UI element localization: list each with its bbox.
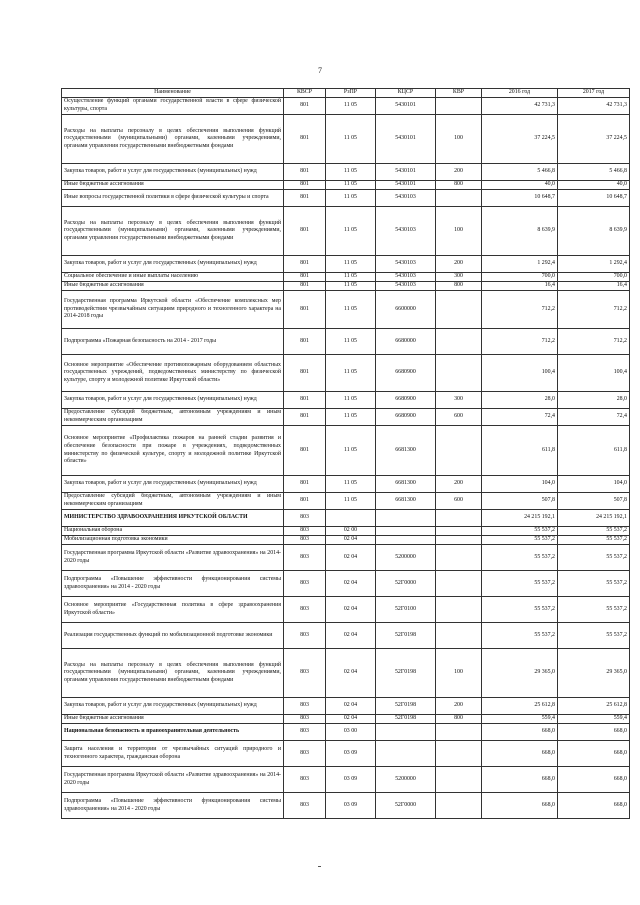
row-2016: 42 731,3 xyxy=(482,98,558,115)
row-2017: 1 292,4 xyxy=(558,256,630,273)
row-kvsr: 803 xyxy=(284,741,326,767)
row-kvsr: 803 xyxy=(284,724,326,741)
row-name: Закупка товаров, работ и услуг для государственных (муниципальных) нужд xyxy=(62,392,284,409)
table-row xyxy=(62,715,630,724)
row-name: Иные бюджетные ассигнования xyxy=(62,181,284,190)
row-rzpr: 11 05 xyxy=(326,426,376,476)
row-kvsr: 803 xyxy=(284,571,326,597)
row-kcsr: 6681300 xyxy=(376,426,436,476)
row-rzpr xyxy=(326,510,376,527)
row-kvsr: 801 xyxy=(284,256,326,273)
row-kvr xyxy=(436,329,482,355)
row-kvsr: 801 xyxy=(284,282,326,291)
row-kvsr: 801 xyxy=(284,273,326,282)
row-rzpr: 03 09 xyxy=(326,793,376,819)
table-row xyxy=(62,329,630,355)
row-kvr: 800 xyxy=(436,282,482,291)
table-row xyxy=(62,409,630,426)
row-kcsr: 5200000 xyxy=(376,545,436,571)
row-2017: 29 365,0 xyxy=(558,649,630,698)
row-2016: 668,0 xyxy=(482,767,558,793)
row-kcsr: 5200000 xyxy=(376,767,436,793)
row-2016: 55 537,2 xyxy=(482,545,558,571)
row-rzpr: 03 09 xyxy=(326,741,376,767)
row-kvsr: 801 xyxy=(284,329,326,355)
row-rzpr: 02 04 xyxy=(326,545,376,571)
row-kcsr: 6600000 xyxy=(376,291,436,329)
table-row xyxy=(62,724,630,741)
row-kvr xyxy=(436,545,482,571)
row-kvsr: 803 xyxy=(284,527,326,536)
row-2017: 28,0 xyxy=(558,392,630,409)
row-kvsr: 803 xyxy=(284,536,326,545)
row-kcsr: 52Г0000 xyxy=(376,571,436,597)
table-row xyxy=(62,793,630,819)
row-2016: 16,4 xyxy=(482,282,558,291)
row-2017: 611,8 xyxy=(558,426,630,476)
row-kcsr: 6680900 xyxy=(376,355,436,392)
row-2016: 104,0 xyxy=(482,476,558,493)
table-row xyxy=(62,207,630,256)
row-name: Иные бюджетные ассигнования xyxy=(62,282,284,291)
row-2017: 668,0 xyxy=(558,767,630,793)
row-kvr: 800 xyxy=(436,181,482,190)
row-2017: 104,0 xyxy=(558,476,630,493)
row-name: Защита населения и территории от чрезвычайных ситуаций природного и техногенного характера, гражданская оборона xyxy=(62,741,284,767)
header-kvsr: КВСР xyxy=(284,89,326,98)
row-2017: 5 466,8 xyxy=(558,164,630,181)
row-rzpr: 11 05 xyxy=(326,115,376,164)
row-name: Социальное обеспечение и иные выплаты населению xyxy=(62,273,284,282)
row-kvr xyxy=(436,355,482,392)
row-kvsr: 801 xyxy=(284,493,326,510)
row-2016: 8 639,9 xyxy=(482,207,558,256)
row-rzpr: 11 05 xyxy=(326,256,376,273)
row-2017: 8 639,9 xyxy=(558,207,630,256)
row-name: Осуществление функций органами государственной власти в сфере физической культуры, спорта xyxy=(62,98,284,115)
row-2017: 712,2 xyxy=(558,291,630,329)
row-kvsr: 801 xyxy=(284,355,326,392)
row-name: Основное мероприятие «Государственная политика в сфере здравоохранения Иркутской области» xyxy=(62,597,284,623)
row-name: Подпрограмма «Пожарная безопасность на 2014 - 2017 годы xyxy=(62,329,284,355)
row-rzpr: 11 05 xyxy=(326,190,376,207)
row-kvr xyxy=(436,291,482,329)
row-kcsr xyxy=(376,510,436,527)
row-name: Иные вопросы государственной политики в сфере физической культуры и спорта xyxy=(62,190,284,207)
row-kvsr: 803 xyxy=(284,597,326,623)
row-kvsr: 803 xyxy=(284,623,326,649)
row-2016: 10 648,7 xyxy=(482,190,558,207)
row-2016: 611,8 xyxy=(482,426,558,476)
row-kcsr: 6681300 xyxy=(376,493,436,510)
row-rzpr: 03 00 xyxy=(326,724,376,741)
table-row xyxy=(62,273,630,282)
table-row xyxy=(62,649,630,698)
row-2016: 712,2 xyxy=(482,329,558,355)
row-2016: 55 537,2 xyxy=(482,571,558,597)
row-kvsr: 801 xyxy=(284,164,326,181)
row-kvr xyxy=(436,426,482,476)
row-kvr: 300 xyxy=(436,273,482,282)
row-kvr xyxy=(436,536,482,545)
row-rzpr: 11 05 xyxy=(326,98,376,115)
row-2017: 55 537,2 xyxy=(558,536,630,545)
row-rzpr: 11 05 xyxy=(326,291,376,329)
row-kcsr: 6681300 xyxy=(376,476,436,493)
table-row xyxy=(62,597,630,623)
row-kvsr: 803 xyxy=(284,649,326,698)
table-header-row xyxy=(62,89,630,98)
row-rzpr: 02 04 xyxy=(326,698,376,715)
row-rzpr: 02 04 xyxy=(326,597,376,623)
row-rzpr: 11 05 xyxy=(326,282,376,291)
row-2017: 668,0 xyxy=(558,741,630,767)
row-kcsr: 5430103 xyxy=(376,256,436,273)
row-2017: 37 224,5 xyxy=(558,115,630,164)
row-2016: 28,0 xyxy=(482,392,558,409)
row-kvsr: 801 xyxy=(284,426,326,476)
row-2016: 668,0 xyxy=(482,741,558,767)
table-row xyxy=(62,98,630,115)
row-kvsr: 801 xyxy=(284,392,326,409)
row-kvsr: 801 xyxy=(284,291,326,329)
row-kcsr: 5430103 xyxy=(376,273,436,282)
row-kcsr: 52Г0198 xyxy=(376,649,436,698)
row-kvr xyxy=(436,623,482,649)
row-rzpr: 11 05 xyxy=(326,164,376,181)
row-2016: 72,4 xyxy=(482,409,558,426)
row-kcsr: 5430101 xyxy=(376,181,436,190)
row-2017: 700,0 xyxy=(558,273,630,282)
row-kvr xyxy=(436,597,482,623)
row-2017: 712,2 xyxy=(558,329,630,355)
table-row xyxy=(62,256,630,273)
row-kcsr: 5430101 xyxy=(376,164,436,181)
row-kcsr: 6680900 xyxy=(376,409,436,426)
row-kvsr: 803 xyxy=(284,698,326,715)
row-kcsr: 5430103 xyxy=(376,190,436,207)
row-2016: 700,0 xyxy=(482,273,558,282)
table-row xyxy=(62,164,630,181)
row-rzpr: 11 05 xyxy=(326,409,376,426)
table-row xyxy=(62,181,630,190)
row-rzpr: 11 05 xyxy=(326,181,376,190)
row-rzpr: 02 04 xyxy=(326,571,376,597)
row-kcsr: 6680900 xyxy=(376,392,436,409)
row-2017: 55 537,2 xyxy=(558,597,630,623)
row-2017: 10 648,7 xyxy=(558,190,630,207)
row-2016: 24 215 192,1 xyxy=(482,510,558,527)
row-kvr xyxy=(436,724,482,741)
row-name: Подпрограмма «Повышение эффективности функционирования системы здравоохранения» на 2014 - 2020 годы xyxy=(62,793,284,819)
row-kcsr: 5430101 xyxy=(376,115,436,164)
row-name: Мобилизационная подготовка экономики xyxy=(62,536,284,545)
row-kvr: 600 xyxy=(436,409,482,426)
row-rzpr: 02 04 xyxy=(326,536,376,545)
row-kvr xyxy=(436,527,482,536)
table-row xyxy=(62,741,630,767)
row-kvsr: 801 xyxy=(284,115,326,164)
row-2017: 42 731,3 xyxy=(558,98,630,115)
row-2017: 55 537,2 xyxy=(558,527,630,536)
row-2016: 668,0 xyxy=(482,724,558,741)
row-kcsr: 52Г0198 xyxy=(376,623,436,649)
row-kcsr xyxy=(376,741,436,767)
table-row xyxy=(62,545,630,571)
row-2016: 29 365,0 xyxy=(482,649,558,698)
row-kvsr: 803 xyxy=(284,793,326,819)
row-name: Государственная программа Иркутской области «Развитие здравоохранения» на 2014-2020 годы xyxy=(62,545,284,571)
row-2017: 668,0 xyxy=(558,793,630,819)
row-kvr: 300 xyxy=(436,392,482,409)
row-name: Закупка товаров, работ и услуг для государственных (муниципальных) нужд xyxy=(62,698,284,715)
row-2016: 25 612,8 xyxy=(482,698,558,715)
table-row xyxy=(62,527,630,536)
row-kvsr: 801 xyxy=(284,207,326,256)
row-2017: 55 537,2 xyxy=(558,545,630,571)
row-kvr xyxy=(436,510,482,527)
row-2017: 668,0 xyxy=(558,724,630,741)
row-rzpr: 11 05 xyxy=(326,392,376,409)
row-name: Предоставление субсидий бюджетным, автономным учреждениям и иным некоммерческим организациям xyxy=(62,409,284,426)
header-name: Наименование xyxy=(62,89,284,98)
row-name: Закупка товаров, работ и услуг для государственных (муниципальных) нужд xyxy=(62,164,284,181)
row-kvr xyxy=(436,98,482,115)
row-2017: 72,4 xyxy=(558,409,630,426)
row-2017: 559,4 xyxy=(558,715,630,724)
row-kcsr xyxy=(376,724,436,741)
table-row xyxy=(62,571,630,597)
row-2016: 1 292,4 xyxy=(482,256,558,273)
row-kvr: 200 xyxy=(436,698,482,715)
table-row xyxy=(62,623,630,649)
table-row xyxy=(62,392,630,409)
row-kcsr: 5430101 xyxy=(376,98,436,115)
table-row xyxy=(62,493,630,510)
row-name: Расходы на выплаты персоналу в целях обеспечения выполнения функций государственными (муниципальными) органами, казенными учреждениями, органами управления государственными внебюджетными фондами xyxy=(62,649,284,698)
row-2017: 507,8 xyxy=(558,493,630,510)
table-row xyxy=(62,536,630,545)
row-2016: 559,4 xyxy=(482,715,558,724)
row-kvsr: 801 xyxy=(284,98,326,115)
row-name: МИНИСТЕРСТВО ЗДРАВООХРАНЕНИЯ ИРКУТСКОЙ ОБЛАСТИ xyxy=(62,510,284,527)
row-kvsr: 803 xyxy=(284,545,326,571)
footer-mark xyxy=(318,866,321,867)
row-kvr xyxy=(436,571,482,597)
row-kvr: 600 xyxy=(436,493,482,510)
row-kcsr: 52Г0000 xyxy=(376,793,436,819)
row-2016: 100,4 xyxy=(482,355,558,392)
row-rzpr: 02 04 xyxy=(326,649,376,698)
row-kcsr: 52Г0198 xyxy=(376,715,436,724)
row-kvr: 200 xyxy=(436,256,482,273)
row-kcsr: 5430103 xyxy=(376,207,436,256)
table-row xyxy=(62,115,630,164)
row-name: Основное мероприятие «Профилактика пожаров на ранней стадии развития и обеспечение безопасности при пожаре в учреждениях, подведомственных министерству по физической культуре, спорту и молодежной политике Иркутской области» xyxy=(62,426,284,476)
row-kvr xyxy=(436,190,482,207)
row-name: Государственная программа Иркутской области «Развитие здравоохранения» на 2014-2020 годы xyxy=(62,767,284,793)
row-2016: 5 466,8 xyxy=(482,164,558,181)
row-2016: 712,2 xyxy=(482,291,558,329)
row-rzpr: 11 05 xyxy=(326,476,376,493)
header-kcsr: КЦСР xyxy=(376,89,436,98)
row-name: Закупка товаров, работ и услуг для государственных (муниципальных) нужд xyxy=(62,476,284,493)
row-kcsr: 6680000 xyxy=(376,329,436,355)
row-2017: 16,4 xyxy=(558,282,630,291)
row-kvr xyxy=(436,741,482,767)
budget-table xyxy=(61,88,630,819)
row-2016: 55 537,2 xyxy=(482,623,558,649)
row-2017: 55 537,2 xyxy=(558,623,630,649)
table-row xyxy=(62,698,630,715)
row-name: Предоставление субсидий бюджетным, автономным учреждениям и иным некоммерческим организациям xyxy=(62,493,284,510)
row-name: Закупка товаров, работ и услуг для государственных (муниципальных) нужд xyxy=(62,256,284,273)
row-2016: 40,0 xyxy=(482,181,558,190)
row-kcsr: 5430103 xyxy=(376,282,436,291)
row-name: Иные бюджетные ассигнования xyxy=(62,715,284,724)
row-2017: 55 537,2 xyxy=(558,571,630,597)
table-row xyxy=(62,190,630,207)
row-rzpr: 02 04 xyxy=(326,715,376,724)
row-name: Национальная оборона xyxy=(62,527,284,536)
row-name: Расходы на выплаты персоналу в целях обеспечения выполнения функций государственными (муниципальными) органами, казенными учреждениями, органами управления государственными внебюджетными фондами xyxy=(62,115,284,164)
row-2016: 507,8 xyxy=(482,493,558,510)
table-row xyxy=(62,426,630,476)
table-row xyxy=(62,767,630,793)
row-2016: 55 537,2 xyxy=(482,527,558,536)
row-kcsr xyxy=(376,536,436,545)
row-2017: 40,0 xyxy=(558,181,630,190)
row-name: Реализация государственных функций по мобилизационной подготовке экономики xyxy=(62,623,284,649)
row-kvsr: 801 xyxy=(284,409,326,426)
row-2017: 25 612,8 xyxy=(558,698,630,715)
row-rzpr: 11 05 xyxy=(326,355,376,392)
row-rzpr: 02 04 xyxy=(326,623,376,649)
row-name: Расходы на выплаты персоналу в целях обеспечения выполнения функций государственными (муниципальными) органами, казенными учреждениями, органами управления государственными внебюджетными фондами xyxy=(62,207,284,256)
row-name: Государственная программа Иркутской области «Обеспечение комплексных мер противодействия чрезвычайным ситуациям природного и техногенного характера на 2014-2018 годы xyxy=(62,291,284,329)
row-2016: 668,0 xyxy=(482,793,558,819)
row-2017: 24 215 192,1 xyxy=(558,510,630,527)
table-row xyxy=(62,476,630,493)
table-body xyxy=(62,98,630,819)
row-rzpr: 11 05 xyxy=(326,329,376,355)
row-kcsr xyxy=(376,527,436,536)
row-rzpr: 02 00 xyxy=(326,527,376,536)
row-kvr: 800 xyxy=(436,715,482,724)
row-kvsr: 801 xyxy=(284,181,326,190)
row-kvr: 100 xyxy=(436,115,482,164)
table-row xyxy=(62,355,630,392)
row-kvr: 200 xyxy=(436,164,482,181)
row-rzpr: 11 05 xyxy=(326,207,376,256)
row-kvsr: 803 xyxy=(284,767,326,793)
row-rzpr: 03 09 xyxy=(326,767,376,793)
page-number: 7 xyxy=(318,66,322,75)
row-rzpr: 11 05 xyxy=(326,273,376,282)
row-name: Национальная безопасность и правоохранительная деятельность xyxy=(62,724,284,741)
row-kvsr: 801 xyxy=(284,190,326,207)
header-2016: 2016 год xyxy=(482,89,558,98)
row-kvr: 100 xyxy=(436,649,482,698)
row-2017: 100,4 xyxy=(558,355,630,392)
header-2017: 2017 год xyxy=(558,89,630,98)
row-kvsr: 803 xyxy=(284,510,326,527)
row-kvr: 100 xyxy=(436,207,482,256)
row-kcsr: 52Г0100 xyxy=(376,597,436,623)
row-rzpr: 11 05 xyxy=(326,493,376,510)
row-2016: 55 537,2 xyxy=(482,536,558,545)
table-row xyxy=(62,291,630,329)
header-rzpr: РзПР xyxy=(326,89,376,98)
row-2016: 37 224,5 xyxy=(482,115,558,164)
header-kvr: КВР xyxy=(436,89,482,98)
row-kvr xyxy=(436,767,482,793)
row-kvr xyxy=(436,793,482,819)
row-kvsr: 801 xyxy=(284,476,326,493)
row-kcsr: 52Г0198 xyxy=(376,698,436,715)
table-row xyxy=(62,282,630,291)
row-name: Основное мероприятие «Обеспечение противопожарным оборудованием областных государственных учреждений, подведомственных министерству по физической культуре, спорту и молодежной политике Иркутской области» xyxy=(62,355,284,392)
row-kvr: 200 xyxy=(436,476,482,493)
table-row xyxy=(62,510,630,527)
row-name: Подпрограмма «Повышение эффективности функционирования системы здравоохранения» на 2014 - 2020 годы xyxy=(62,571,284,597)
row-kvsr: 803 xyxy=(284,715,326,724)
row-2016: 55 537,2 xyxy=(482,597,558,623)
